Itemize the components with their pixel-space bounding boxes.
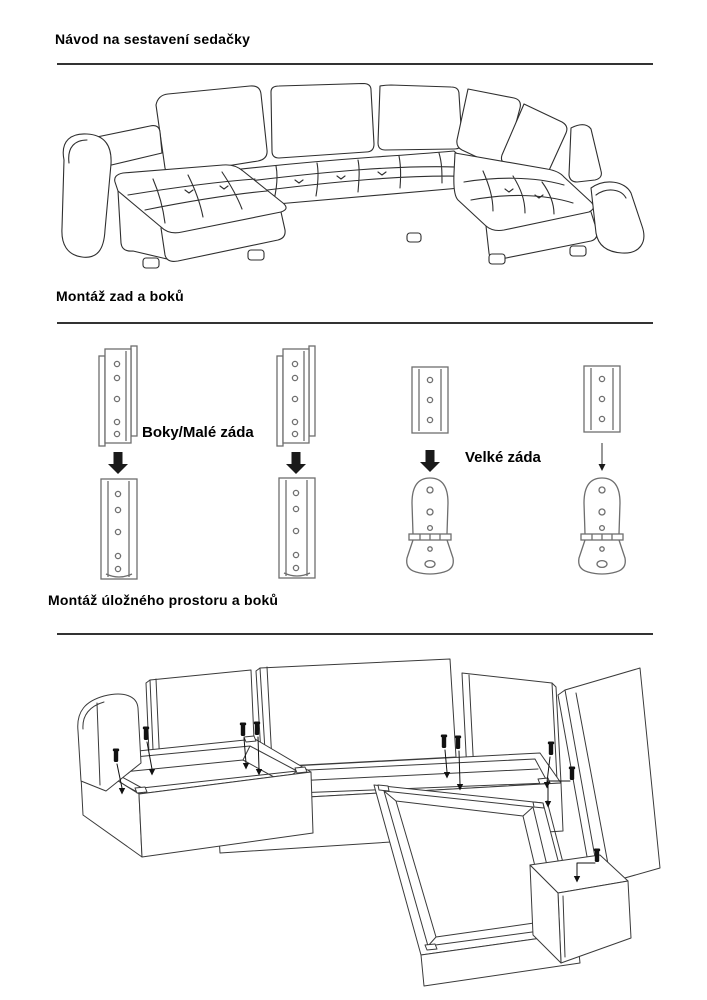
down-arrow-icon [108, 452, 128, 474]
storage-assembly-figure [0, 645, 707, 1000]
small-back-column-1 [99, 346, 137, 579]
down-arrow-icon [420, 450, 440, 472]
panel-assembly-diagram [0, 340, 707, 590]
sofa-feet [143, 233, 586, 268]
thin-down-arrow-icon [599, 443, 606, 471]
section-storage-heading: Montáž úložného prostoru a boků [48, 592, 279, 608]
bolt-icon [569, 767, 575, 781]
down-arrow-icon [286, 452, 306, 474]
armrest-base-part [530, 855, 631, 963]
sofa-overview-figure [55, 83, 660, 273]
divider-line [57, 63, 653, 65]
large-back-column-2 [579, 366, 626, 574]
storage-assembly-drawing [0, 645, 707, 1000]
large-back-column-1 [407, 367, 454, 574]
divider-line [57, 633, 653, 635]
sofa-overview-drawing [55, 83, 660, 273]
section-backs-sides-heading: Montáž zad a boků [56, 288, 184, 304]
label-small-backs: Boky/Malé záda [142, 424, 254, 441]
divider-line [57, 322, 653, 324]
label-large-backs: Velké záda [465, 449, 541, 466]
doc-title: Návod na sestavení sedačky [55, 31, 251, 47]
small-back-column-2 [277, 346, 315, 578]
panel-assembly-figure [0, 340, 707, 590]
